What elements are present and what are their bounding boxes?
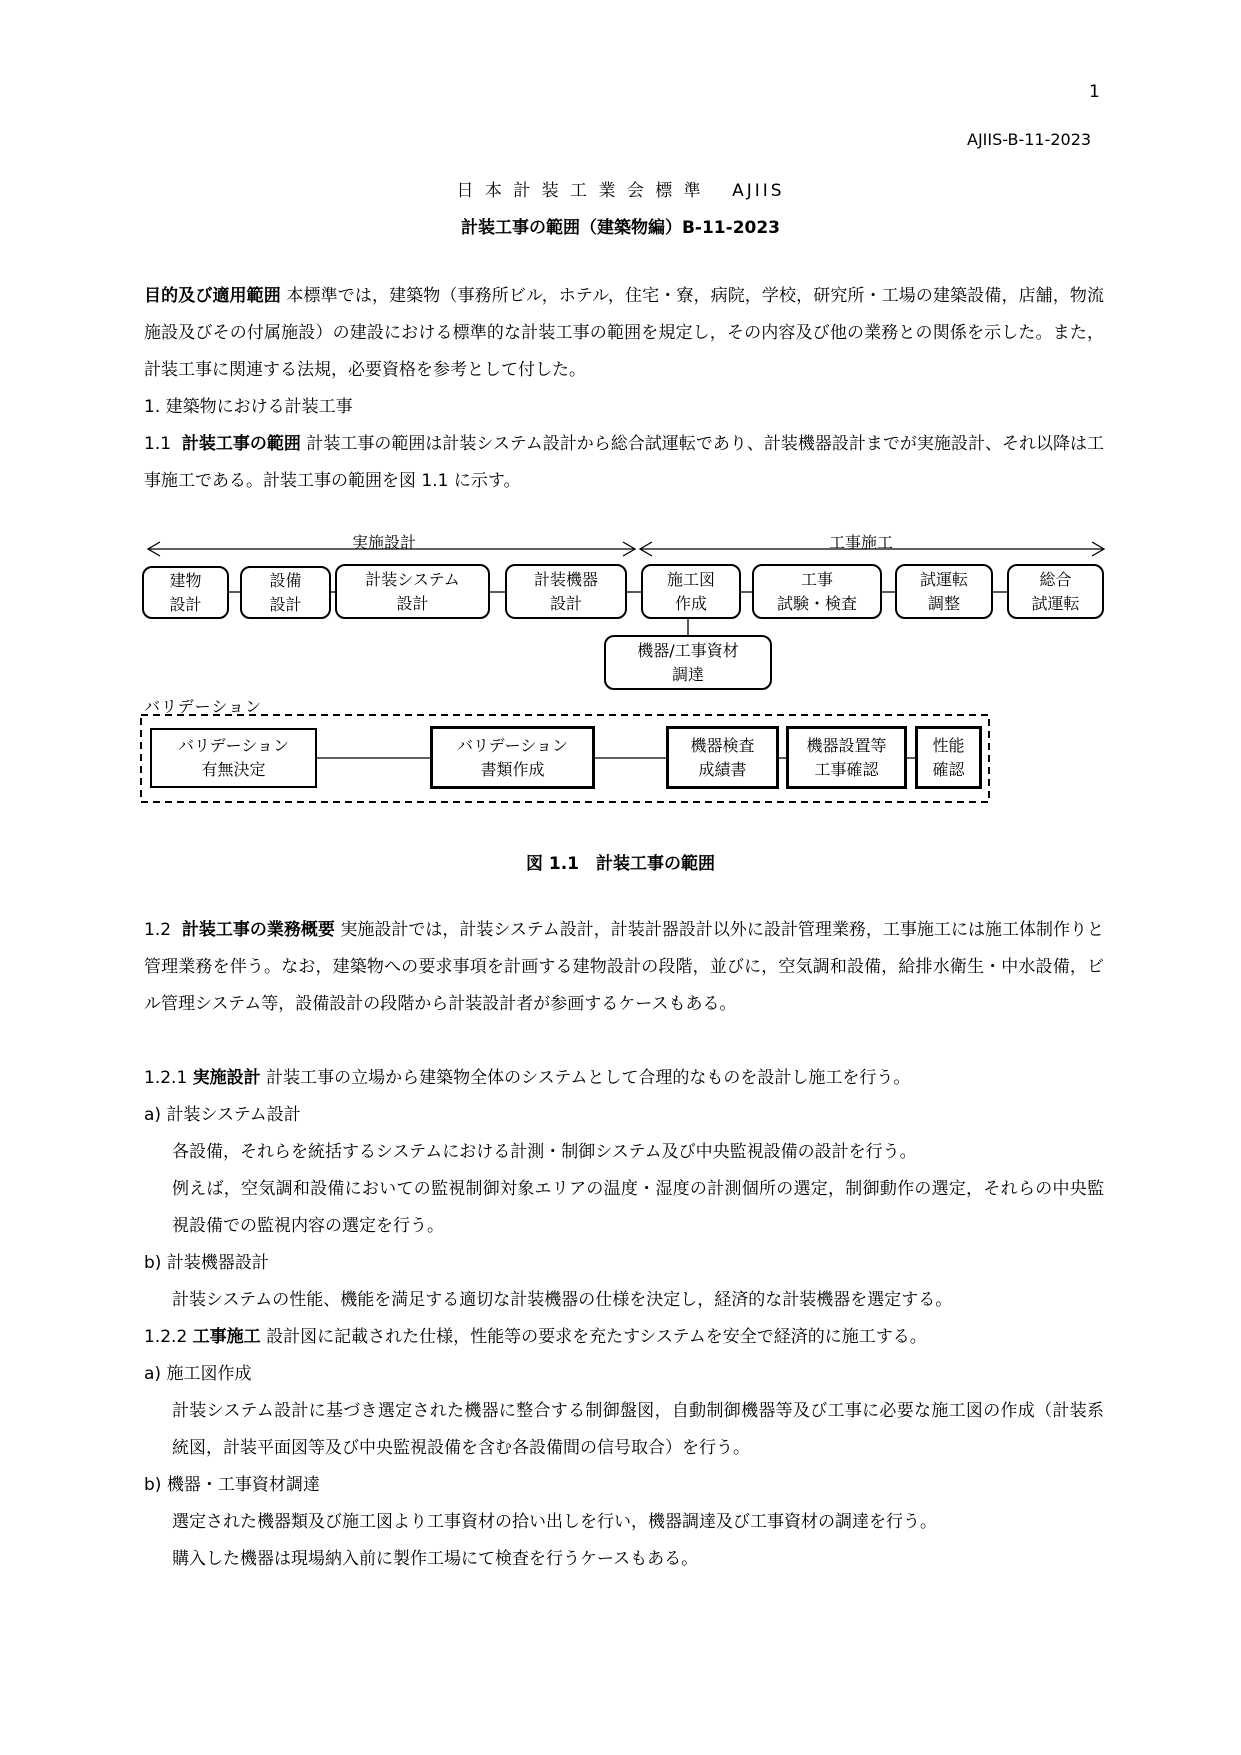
- process-box-procurement: [604, 635, 772, 690]
- box-line1: 建物: [169, 570, 202, 590]
- process-box-comprehensive-test-run: [1007, 564, 1104, 619]
- validation-box-decision: [150, 728, 317, 788]
- box-line1: 性能: [932, 735, 965, 755]
- process-box-construction-test: [752, 564, 882, 619]
- item-a-system-design-title: a) 計装システム設計: [144, 1105, 301, 1125]
- phase-label-construction: 工事施工: [829, 533, 894, 552]
- standard-title: 日 本 計 装 工 業 会 標 準 AJIIS: [456, 181, 785, 201]
- item-b-instrument-design-p1: 計装システムの性能、機能を満足する適切な計装機器の仕様を決定し，経済的な計装機器を選定する。: [172, 1290, 953, 1310]
- box-line2: 確認: [932, 759, 965, 779]
- box-line1: 施工図: [666, 569, 715, 589]
- phase-label-design: 実施設計: [352, 533, 417, 552]
- document-code: AJIIS-B-11-2023: [967, 130, 1092, 149]
- box-line2: 試験・検査: [776, 593, 857, 613]
- item-a-construction-drawing-p1: 計装システム設計に基づき選定された機器に整合する制御盤図，自動制御機器等及び工事に必要な施工図の作成（計装系統図，計装平面図等及び中央監視設備を含む各設備間の信号取合）を行う。: [172, 1401, 1104, 1458]
- section-1-1-paragraph: [144, 426, 1104, 500]
- section-1-title: 1. 建築物における計装工事: [144, 397, 353, 417]
- process-box-construction-drawing: [641, 564, 741, 619]
- item-b-procurement-p2: 購入した機器は現場納入前に製作工場にて検査を行うケースもある。: [172, 1549, 699, 1569]
- section-1-2-1-text: 計装工事の立場から建築物全体のシステムとして合理的なものを設計し施工を行う。: [260, 1068, 911, 1088]
- validation-box-performance-check: [915, 726, 982, 789]
- item-b-instrument-design-title: b) 計装機器設計: [144, 1253, 269, 1273]
- section-1-2-1-number: 1.2.1: [144, 1068, 188, 1088]
- box-line2: 工事確認: [814, 759, 879, 779]
- box-line1: 総合: [1039, 569, 1072, 589]
- process-box-test-run-adjustment: [895, 564, 993, 619]
- page-number: 1: [1089, 82, 1100, 102]
- section-1-1-lead: 計装工事の範囲: [181, 434, 301, 454]
- item-a-system-design-p2: 例えば，空気調和設備においての監視制御対象エリアの温度・湿度の計測個所の選定，制御動作の選定，それらの中央監視設備での監視内容の選定を行う。: [172, 1179, 1104, 1236]
- section-1-2-2-number: 1.2.2: [144, 1327, 188, 1347]
- box-line2: 書類作成: [480, 759, 545, 779]
- box-line2: 調整: [927, 593, 960, 613]
- box-line2: 設計: [269, 594, 302, 614]
- process-box-instrumentation-system-design: [335, 564, 490, 619]
- validation-box-documentation: [430, 726, 595, 789]
- section-1-2-number: 1.2: [144, 920, 172, 940]
- section-1-2-text: 実施設計では，計装システム設計，計装計器設計以外に設計管理業務，工事施工には施工体制作りと管理業務を伴う。なお，建築物への要求事項を計画する建物設計の段階，並びに，空気調和設備，給排水衛生・中水設備，ビル管理システム等，設備設計の段階から計装設計者が参画するケースもある。: [144, 920, 1105, 1014]
- box-line1: 設備: [269, 570, 302, 590]
- section-1-2-2-heading: [144, 1319, 927, 1356]
- box-line1: 計装システム: [365, 569, 460, 589]
- validation-box-inspection-report: [666, 726, 779, 789]
- section-1-2-2-text: 設計図に記載された仕様，性能等の要求を充たすシステムを安全で経済的に施工する。: [260, 1327, 927, 1347]
- intro-lead: 目的及び適用範囲: [144, 286, 281, 306]
- box-line1: バリデーション: [456, 735, 569, 755]
- intro-paragraph: [144, 278, 1104, 389]
- section-1-2-paragraph: [144, 912, 1104, 1023]
- box-line2: 成績書: [698, 759, 747, 779]
- section-1-2-1-lead: 実施設計: [192, 1068, 261, 1088]
- box-line2: 設計: [169, 594, 202, 614]
- item-b-procurement-title: b) 機器・工事資材調達: [144, 1475, 320, 1495]
- process-box-equipment-design: [240, 566, 331, 619]
- box-line2: 試運転: [1031, 593, 1080, 613]
- box-line2: 調達: [671, 664, 704, 684]
- box-line1: 工事: [800, 569, 833, 589]
- section-1-2-2-lead: 工事施工: [192, 1327, 261, 1347]
- box-line1: バリデーション: [177, 736, 290, 755]
- validation-box-installation-check: [786, 726, 907, 789]
- intro-text: 本標準では，建築物（事務所ビル，ホテル，住宅・寮，病院，学校，研究所・工場の建築設備，店舗，物流施設及びその付属施設）の建設における標準的な計装工事の範囲を規定し，その内容及び他の業務との関係を示した。また，計装工事に関連する法規，必要資格を参考として付した。: [144, 286, 1104, 380]
- process-box-instrument-design: [505, 564, 627, 619]
- box-line1: 機器/工事資材: [637, 640, 739, 660]
- section-1-2-lead: 計装工事の業務概要: [181, 920, 335, 940]
- box-line2: 設計: [396, 593, 429, 613]
- item-a-construction-drawing-title: a) 施工図作成: [144, 1364, 252, 1384]
- box-line2: 設計: [549, 593, 582, 613]
- standard-subtitle: 計装工事の範囲（建築物編）B-11-2023: [460, 218, 781, 238]
- validation-label: バリデーション: [144, 697, 263, 716]
- item-a-system-design-p1: 各設備，それらを統括するシステムにおける計測・制御システム及び中央監視設備の設計を行う。: [172, 1142, 917, 1162]
- section-1-1-number: 1.1: [144, 434, 172, 454]
- box-line1: 機器検査: [690, 735, 755, 755]
- box-line1: 機器設置等: [806, 735, 887, 755]
- section-1-2-1-heading: [144, 1060, 910, 1097]
- box-line2: 作成: [674, 593, 707, 613]
- section-1-1-text: 計装工事の範囲は計装システム設計から総合試運転であり、計装機器設計までが実施設計、それ以降は工事施工である。計装工事の範囲を図 1.1 に示す。: [144, 434, 1105, 491]
- figure-caption: 図 1.1 計装工事の範囲: [525, 854, 716, 874]
- item-b-procurement-p1: 選定された機器類及び施工図より工事資材の拾い出しを行い，機器調達及び工事資材の調達を行う。: [172, 1512, 937, 1532]
- box-line1: 試運転: [919, 569, 968, 589]
- box-line1: 計装機器: [533, 569, 598, 589]
- process-box-building-design: [142, 566, 229, 619]
- box-line2: 有無決定: [201, 760, 266, 779]
